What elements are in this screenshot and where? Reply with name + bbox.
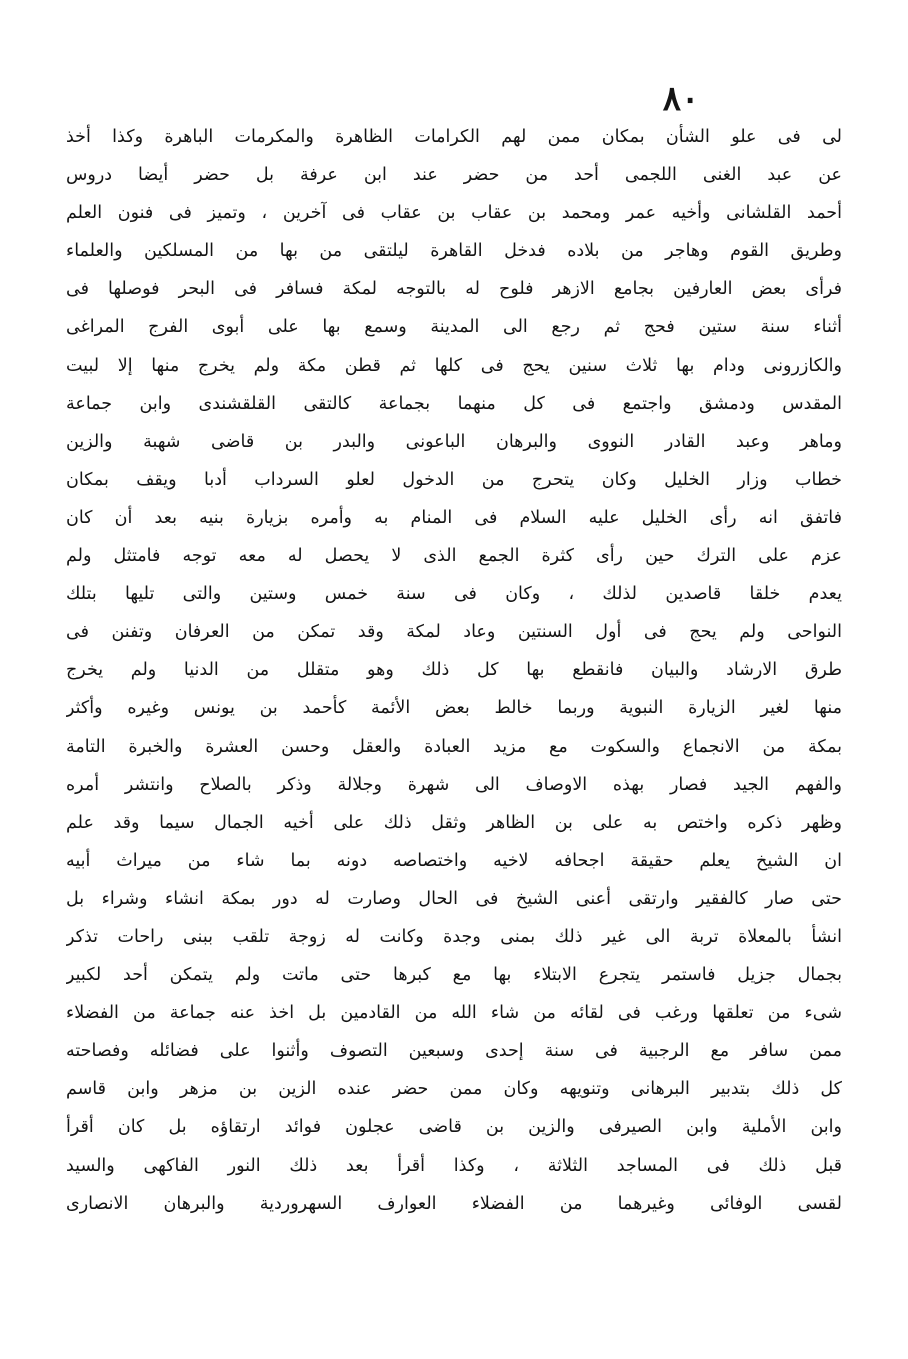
text-line: والفهم الجيد فصار بهذه الاوصاف الى شهرة وجلالة وذكر بالصلاح وانتشر أمره (66, 774, 842, 795)
text-line: خطاب وزار الخليل وكان يتحرج من الدخول لعلو السرداب أدبا ويقف بمكان (66, 469, 842, 490)
text-line: بمكة من الانجماع والسكوت مع مزيد العبادة والعقل وحسن العشرة والخبرة التامة (66, 736, 842, 757)
text-line: طرق الارشاد والبيان فانقطع بها كل ذلك وهو متقلل من الدنيا ولم يخرج (66, 660, 842, 681)
text-line: يعدم خلقا قاصدين لذلك ، وكان فى سنة خمس وستين والتى تليها بتلك (66, 584, 842, 605)
text-line: حتى صار كالفقير وارتقى أعنى الشيخ فى الحال وصارت له دور بمكة انشاء وشراء بل (66, 888, 842, 909)
text-line: المقدس ودمشق واجتمع فى كل منهما بجماعة كالتقى القلقشندى وابن جماعة (66, 393, 842, 414)
text-line: والكازرونى ودام بها ثلاث سنين يحج فى كلها ثم قطن مكة ولم يخرج منها إلا لبيت (66, 355, 842, 376)
text-line: أثناء سنة ستين فحج ثم رجع الى المدينة وسمع بها على أبوى الفرج المراغى (66, 317, 842, 338)
page-number: ٨٠ (662, 79, 700, 119)
text-line: أحمد القلشانى وأخيه عمر ومحمد بن عقاب بن عقاب فى آخرين ، وتميز فى فنون العلم (66, 203, 842, 224)
text-line: ان الشيخ يعلم حقيقة اجحافه لاخيه واختصاصه دونه بما شاء من ميراث أبيه (66, 850, 842, 871)
text-line: عن عبد الغنى اللجمى أحد من حضر عند ابن عرفة بل حضر أيضا دروس (66, 165, 842, 186)
text-line: كل ذلك بتدبير البرهانى وتنويهه وكان ممن حضر عنده الزين بن مزهر وابن قاسم (66, 1079, 842, 1100)
text-line: وطريق القوم وهاجر من بلاده فدخل القاهرة ليلتقى من بها من المسلكين والعلماء (66, 241, 842, 262)
text-line: فرأى بعض العارفين بجامع الازهر فلوح له بالتوجه لمكة فسافر فى البحر فوصلها فى (66, 279, 842, 300)
text-line: لى فى علو الشأن بمكان ممن لهم الكرامات الظاهرة والمكرمات الباهرة وكذا أخذ (66, 127, 842, 147)
text-line: وابن الأملية وابن الصيرفى والزين بن قاضى عجلون فوائد ارتقاؤه بل كان أقرأ (66, 1117, 842, 1138)
body-text (66, 118, 842, 1223)
text-line: شىء من تعلقها ورغب فى لقائه من شاء الله من القادمين بل اخذ عنه جماعة من الفضلاء (66, 1003, 842, 1024)
text-line: وظهر ذكره واختص به على بن الظاهر وثقل ذلك على أخيه الجمال سيما وقد علم (66, 812, 842, 833)
text-line: وماهر وعبد القادر النووى والبرهان الباعونى والبدر بن قاضى شهبة والزين (66, 431, 842, 452)
text-line: عزم على الترك حين رأى كثرة الجمع الذى لا يحصل له معه توجه فامتثل ولم (66, 546, 842, 567)
text-line: قبل ذلك فى المساجد الثلاثة ، وكذا أقرأ بعد ذلك النور الفاكهى والسيد (66, 1155, 842, 1176)
text-line: انشأ بالمعلاة تربة الى غير ذلك بمنى وجدة وكانت له زوجة تلقب ببنى راحات تذكر (66, 926, 842, 947)
text-line: بجمال جزيل فاستمر يتجرع الابتلاء بها مع كبرها حتى ماتت ولم يتمكن أحد لكبير (66, 965, 842, 986)
text-line: لقسى الوفائى وغيرهما من الفضلاء العوارف السهروردية والبرهان الانصارى (66, 1193, 842, 1214)
text-line: فاتفق انه رأى الخليل عليه السلام فى المنام به وأمره بزيارة بنيه بعد أن كان (66, 507, 842, 528)
text-line: ممن سافر مع الرجبية فى سنة إحدى وسبعين التصوف وأثنوا على فضائله وفصاحته (66, 1041, 842, 1062)
text-line: منها لغير الزيارة النبوية وربما خالط بعض الأئمة كأحمد بن يونس وغيره وأكثر (66, 698, 842, 719)
text-line: النواحى ولم يحج فى أول السنتين وعاد لمكة وقد تمكن من العرفان وتفنن فى (66, 622, 842, 643)
